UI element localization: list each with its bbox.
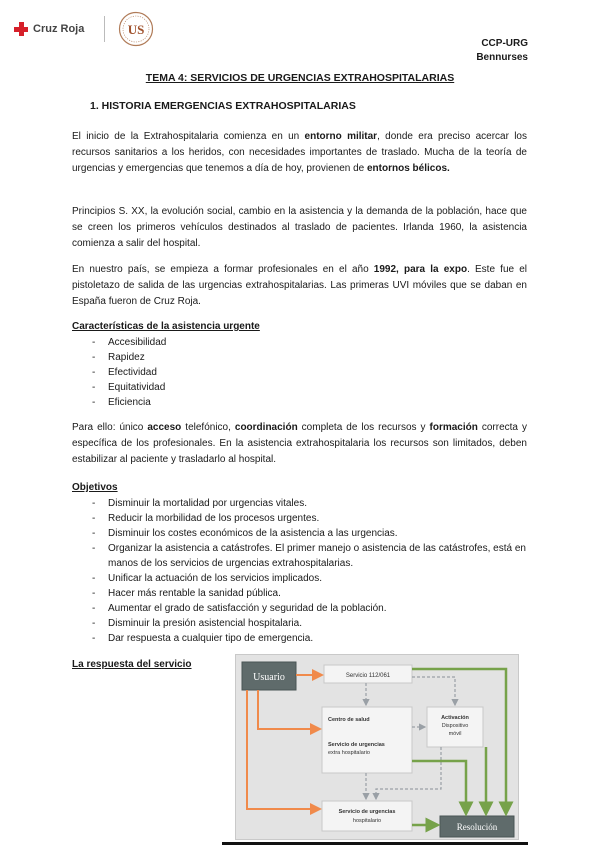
list-item: - Disminuir la presión asistencial hospitalaria. xyxy=(72,616,527,631)
servicio-extra-label-2: extra hospitalario xyxy=(328,750,370,756)
logo-divider xyxy=(104,16,105,42)
author-name: Bennurses xyxy=(476,52,528,63)
activacion-label-2: Dispositivo xyxy=(441,723,469,729)
list-item: - Aumentar el grado de satisfacción y seguridad de la población. xyxy=(72,601,527,616)
usuario-label: Usuario xyxy=(253,672,285,683)
list-item: - Dar respuesta a cualquier tipo de emergencia. xyxy=(72,631,527,646)
cruz-roja-logo xyxy=(14,22,84,36)
arrow-usuario-centro xyxy=(258,690,320,729)
activacion-label-3: móvil xyxy=(448,731,462,737)
activacion-label-1: Activación xyxy=(441,715,469,721)
bottom-divider xyxy=(222,842,528,845)
centro-salud-label: Centro de salud xyxy=(328,717,370,723)
document-title: TEMA 4: SERVICIOS DE URGENCIAS EXTRAHOSPITALARIAS xyxy=(145,72,455,84)
section-heading: 1. HISTORIA EMERGENCIAS EXTRAHOSPITALARIAS xyxy=(90,100,356,112)
list-item: - Efectividad xyxy=(72,365,527,380)
caracteristicas-list xyxy=(72,335,527,410)
paragraph-1: El inicio de la Extrahospitalaria comienza en un entorno militar, donde era preciso acercar los recursos sanitarios a los heridos, con necesidades importantes de traslado. Mucha de la teoría de urgencias y emergencias que tenemos a día de hoy, provienen de entornos bélicos. xyxy=(72,131,527,174)
servicio-hospitalario-box xyxy=(322,801,412,831)
respuesta-heading: La respuesta del servicio xyxy=(72,659,192,670)
paragraph-3: En nuestro país, se empieza a formar profesionales en el año 1992, para la expo. Este fue el pistoletazo de salida de las urgencias extrahospitalarias. Las primeras UVI móviles que se daban en España fueron de Cruz Roja. xyxy=(72,264,527,307)
caracteristicas-heading: Características de la asistencia urgente xyxy=(72,321,260,332)
list-item: - Organizar la asistencia a catástrofes. El primer manejo o asistencia de las catástrofes, está en manos de los servicios de urgencias extrahospitalarias. xyxy=(72,541,527,571)
paragraph-2: Principios S. XX, la evolución social, cambio en la asistencia y la demanda de la población, hace que se creen los primeros vehículos destinados al traslado de pacientes. Irlanda 1960, la asistencia comienza a salir del hospital. xyxy=(72,206,527,249)
list-item: - Disminuir los costes económicos de la asistencia a las urgencias. xyxy=(72,526,527,541)
arrow-centro-resolucion xyxy=(412,761,466,814)
list-item: - Eficiencia xyxy=(72,395,527,410)
servicio-extra-label-1: Servicio de urgencias xyxy=(328,742,385,748)
service-flow-diagram xyxy=(235,654,519,840)
header-info xyxy=(476,37,528,65)
servicio-hosp-label-1: Servicio de urgencias xyxy=(338,809,396,815)
red-cross-icon xyxy=(14,22,28,36)
seal-monogram: US xyxy=(127,22,145,37)
objetivos-heading: Objetivos xyxy=(72,482,118,493)
arrow-112-activacion xyxy=(412,677,455,705)
objetivos-list xyxy=(72,496,527,646)
list-item: - Rapidez xyxy=(72,350,527,365)
paragraph-4: Para ello: único acceso telefónico, coordinación completa de los recursos y formación correcta y específica de los profesionales. En la asistencia extrahospitalaria los recursos son limitados, deben estabilizar al paciente y trasladarlo al hospital. xyxy=(72,422,527,465)
list-item: - Disminuir la mortalidad por urgencias vitales. xyxy=(72,496,527,511)
course-code: CCP-URG xyxy=(481,38,528,49)
org-name: Cruz Roja xyxy=(33,23,85,35)
resolucion-label: Resolución xyxy=(456,822,498,832)
list-item: - Reducir la morbilidad de los procesos urgentes. xyxy=(72,511,527,526)
servicio-112-label: Servicio 112/061 xyxy=(345,673,391,679)
list-item: - Unificar la actuación de los servicios implicados. xyxy=(72,571,527,586)
servicio-hosp-label-2: hospitalario xyxy=(352,818,382,824)
list-item: - Hacer más rentable la sanidad pública. xyxy=(72,586,527,601)
university-seal-icon xyxy=(118,11,154,47)
list-item: - Equitatividad xyxy=(72,380,527,395)
list-item: - Accesibilidad xyxy=(72,335,527,350)
